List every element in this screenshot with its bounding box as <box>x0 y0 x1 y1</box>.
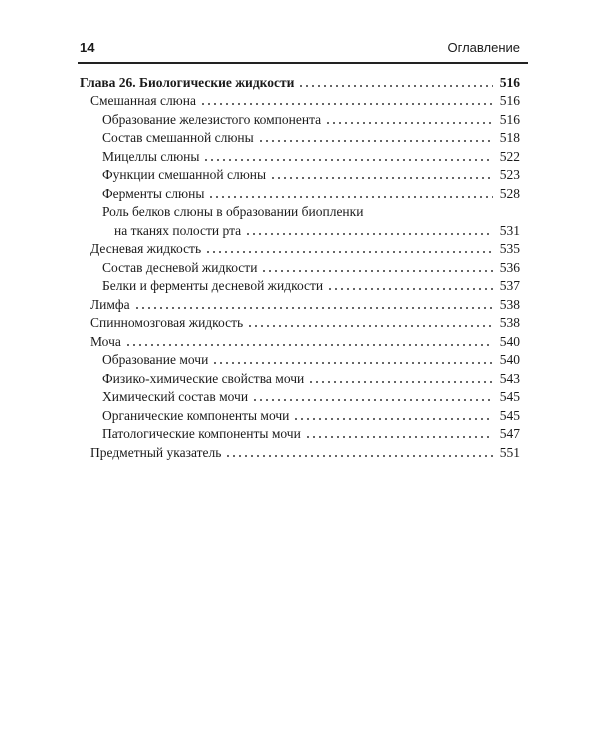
toc-item-line2[interactable] <box>80 220 520 239</box>
toc-page: 522 <box>499 148 520 164</box>
toc-label: Роль белков слюны в образовании биопленки <box>102 204 364 219</box>
toc-page: 540 <box>499 352 520 367</box>
running-title: Оглавление <box>447 40 520 55</box>
leader-dots <box>200 103 493 105</box>
leader-dots <box>245 233 493 235</box>
toc-page: 545 <box>499 389 520 404</box>
toc-item[interactable] <box>80 313 520 332</box>
toc-label: Химический состав мочи <box>102 389 249 404</box>
toc-label: Моча <box>90 333 121 349</box>
toc-page: 531 <box>499 222 520 238</box>
toc-label: Десневая жидкость <box>90 241 202 256</box>
toc-label: Образование железистого компонента <box>102 111 322 127</box>
leader-dots <box>270 177 493 179</box>
toc-page: 516 <box>499 74 520 90</box>
toc-label: Глава 26. Биологические жидкости <box>80 74 295 90</box>
toc-item[interactable] <box>80 350 520 369</box>
toc-label: Спинномозговая жидкость <box>90 315 244 330</box>
leader-dots <box>225 455 493 457</box>
toc-page: 538 <box>499 296 520 312</box>
leader-dots <box>252 399 493 401</box>
toc-item[interactable] <box>80 294 520 313</box>
toc-page: 518 <box>499 130 520 145</box>
toc-page: 523 <box>499 167 520 182</box>
toc-item[interactable] <box>80 276 520 295</box>
toc-label: Состав смешанной слюны <box>102 130 254 145</box>
toc-item[interactable] <box>80 109 520 128</box>
leader-dots <box>298 85 493 87</box>
toc-label: Мицеллы слюны <box>102 148 200 164</box>
toc-label: Функции смешанной слюны <box>102 167 267 182</box>
toc-label: Состав десневой жидкости <box>102 259 258 275</box>
leader-dots <box>327 288 493 290</box>
leader-dots <box>325 122 493 124</box>
leader-dots <box>125 344 493 346</box>
toc-item[interactable] <box>80 165 520 184</box>
toc-page: 528 <box>499 185 520 201</box>
leader-dots <box>261 270 493 272</box>
header-rule <box>78 62 528 64</box>
toc-page: 516 <box>499 111 520 127</box>
toc-label: Физико-химические свойства мочи <box>102 370 305 386</box>
toc-label: Образование мочи <box>102 352 209 367</box>
toc-item[interactable] <box>80 368 520 387</box>
toc-page: 537 <box>499 278 520 293</box>
toc-label-continued: на тканях полости рта <box>114 222 242 238</box>
leader-dots <box>293 418 493 420</box>
toc-page: 535 <box>499 241 520 256</box>
toc-item[interactable] <box>80 146 520 165</box>
leader-dots <box>258 140 493 142</box>
toc-page: 540 <box>499 333 520 349</box>
toc-page: 516 <box>499 93 520 108</box>
toc-page: 543 <box>499 370 520 386</box>
toc-label: Органические компоненты мочи <box>102 407 290 423</box>
toc-label: Белки и ферменты десневой жидкости <box>102 278 324 293</box>
toc-item[interactable] <box>80 257 520 276</box>
leader-dots <box>208 196 493 198</box>
leader-dots <box>308 381 493 383</box>
toc-chapter[interactable] <box>80 72 520 91</box>
toc-page: 551 <box>499 444 520 460</box>
toc-item[interactable] <box>80 424 520 443</box>
toc-item[interactable] <box>80 405 520 424</box>
toc-label: Предметный указатель <box>90 444 222 460</box>
toc-item[interactable] <box>80 183 520 202</box>
leader-dots <box>212 362 493 364</box>
toc-page: 545 <box>499 407 520 423</box>
leader-dots <box>305 436 493 438</box>
toc-item-line1[interactable] <box>80 202 520 221</box>
toc-item[interactable] <box>80 331 520 350</box>
page-number: 14 <box>80 40 95 55</box>
toc-label: Патологические компоненты мочи <box>102 426 301 441</box>
leader-dots <box>247 325 493 327</box>
toc-item[interactable] <box>80 387 520 406</box>
toc-item[interactable] <box>80 91 520 110</box>
toc-item[interactable] <box>80 239 520 258</box>
table-of-contents <box>80 72 520 461</box>
toc-label: Смешанная слюна <box>90 93 196 108</box>
toc-label: Ферменты слюны <box>102 185 205 201</box>
leader-dots <box>203 159 493 161</box>
toc-page: 538 <box>499 315 520 330</box>
toc-item[interactable] <box>80 128 520 147</box>
toc-item[interactable] <box>80 442 520 461</box>
toc-page: 547 <box>499 426 520 441</box>
toc-page: 536 <box>499 259 520 275</box>
toc-label: Лимфа <box>90 296 130 312</box>
leader-dots <box>134 307 493 309</box>
leader-dots <box>205 251 493 253</box>
